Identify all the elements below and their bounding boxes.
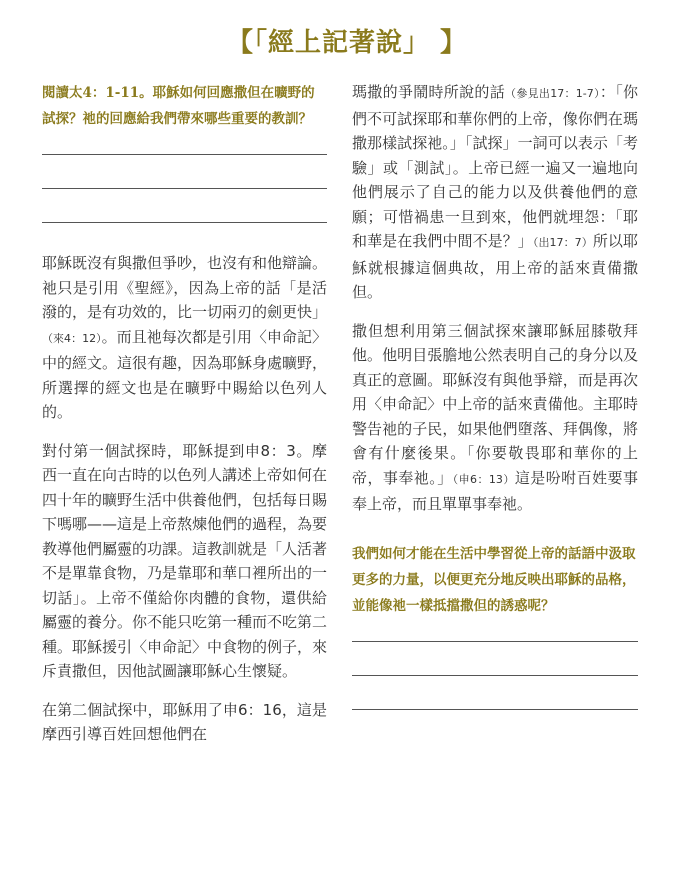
scripture-reference: （申6：13）: [452, 472, 515, 486]
answer-line[interactable]: [352, 675, 638, 676]
left-column: [42, 80, 327, 747]
answer-lines: [352, 641, 638, 710]
left-body: [42, 251, 327, 747]
body-paragraph: [352, 319, 638, 517]
body-paragraph: [352, 80, 638, 305]
scripture-reference: （來4：12）: [42, 331, 102, 345]
answer-line[interactable]: [42, 188, 327, 189]
right-column: [352, 80, 638, 710]
body-paragraph: [42, 698, 327, 747]
paragraph-text: 這是吩咐百姓要事奉上帝，而且單單事奉祂。: [352, 468, 638, 513]
paragraph-text: ：「你們不可試探耶和華你們的上帝，像你們在瑪撒那樣試探祂。」「試探」一詞可以表示「考驗」或「測試」。上帝已經一遍又一遍地向他們展示了自己的能力以及供養他們的意願；可惜禍患一旦到來，他們就埋怨：「耶和華是在我們中間不是？」: [352, 83, 638, 250]
body-paragraph: [42, 251, 327, 425]
answer-lines: [42, 154, 327, 223]
paragraph-text: 。而且祂每次都是引用〈申命記〉中的經文。這很有趣，因為耶穌身處曠野，所選擇的經文也是在曠野中賜給以色列人的。: [42, 327, 328, 421]
paragraph-text: 所以耶穌就根據這個典故，用上帝的話來責備撒但。: [352, 232, 638, 301]
page-title: 【「經上記著說」 】: [226, 28, 468, 58]
paragraph-text: 在第二個試探中，耶穌用了申6：16，這是摩西引導百姓回想他們在: [42, 700, 327, 743]
paragraph-text: 撒但想利用第三個試探來讓耶穌屈膝敬拜他。他明目張膽地公然表明自己的身分以及真正的意圖。耶穌沒有與他爭辯，而是再次用〈申命記〉中上帝的話來責備他。主耶時警告祂的子民，如果他們墮落、拜偶像，將會有什麼後果。「你要敬畏耶和華你的上帝，事奉祂。」: [352, 321, 638, 487]
reading-question: 閱讀太4：1-11。耶穌如何回應撒但在曠野的試探？祂的回應給我們帶來哪些重要的教訓？: [42, 85, 315, 127]
answer-line[interactable]: [352, 709, 638, 710]
reflection-question: 我們如何才能在生活中學習從上帝的話語中汲取更多的力量，以便更充分地反映出耶穌的品格，並能像祂一樣抵擋撒但的誘惑呢？: [352, 545, 636, 614]
scripture-reference: （出17：7）: [532, 236, 593, 249]
answer-line[interactable]: [42, 154, 327, 155]
body-paragraph: [42, 439, 327, 684]
answer-line[interactable]: [42, 222, 327, 223]
paragraph-text: 瑪撒的爭鬧時所說的話: [352, 83, 506, 101]
scripture-reference: （參見出17：1-7）: [505, 87, 600, 100]
paragraph-text: 對付第一個試探時，耶穌提到申8：3。摩西一直在向古時的以色列人講述上帝如何在四十年的曠野生活中供養他們，包括每日賜下嗎哪——這是上帝熬煉他們的過程，為要教導他們屬靈的功課。這教訓就是「人活著不是單靠食物，乃是靠耶和華口裡所出的一切話」。上帝不僅給你肉體的食物，還供給屬靈的養分。你不能只吃第一種而不吃第二種。耶穌援引〈申命記〉中食物的例子，來斥責撒但，因他試圖讓耶穌心生懷疑。: [42, 441, 328, 680]
answer-line[interactable]: [352, 641, 638, 642]
paragraph-text: 耶穌既沒有與撒但爭吵，也沒有和他辯論。祂只是引用《聖經》，因為上帝的話「是活潑的，是有功效的，比一切兩刃的劍更快」: [42, 254, 328, 321]
